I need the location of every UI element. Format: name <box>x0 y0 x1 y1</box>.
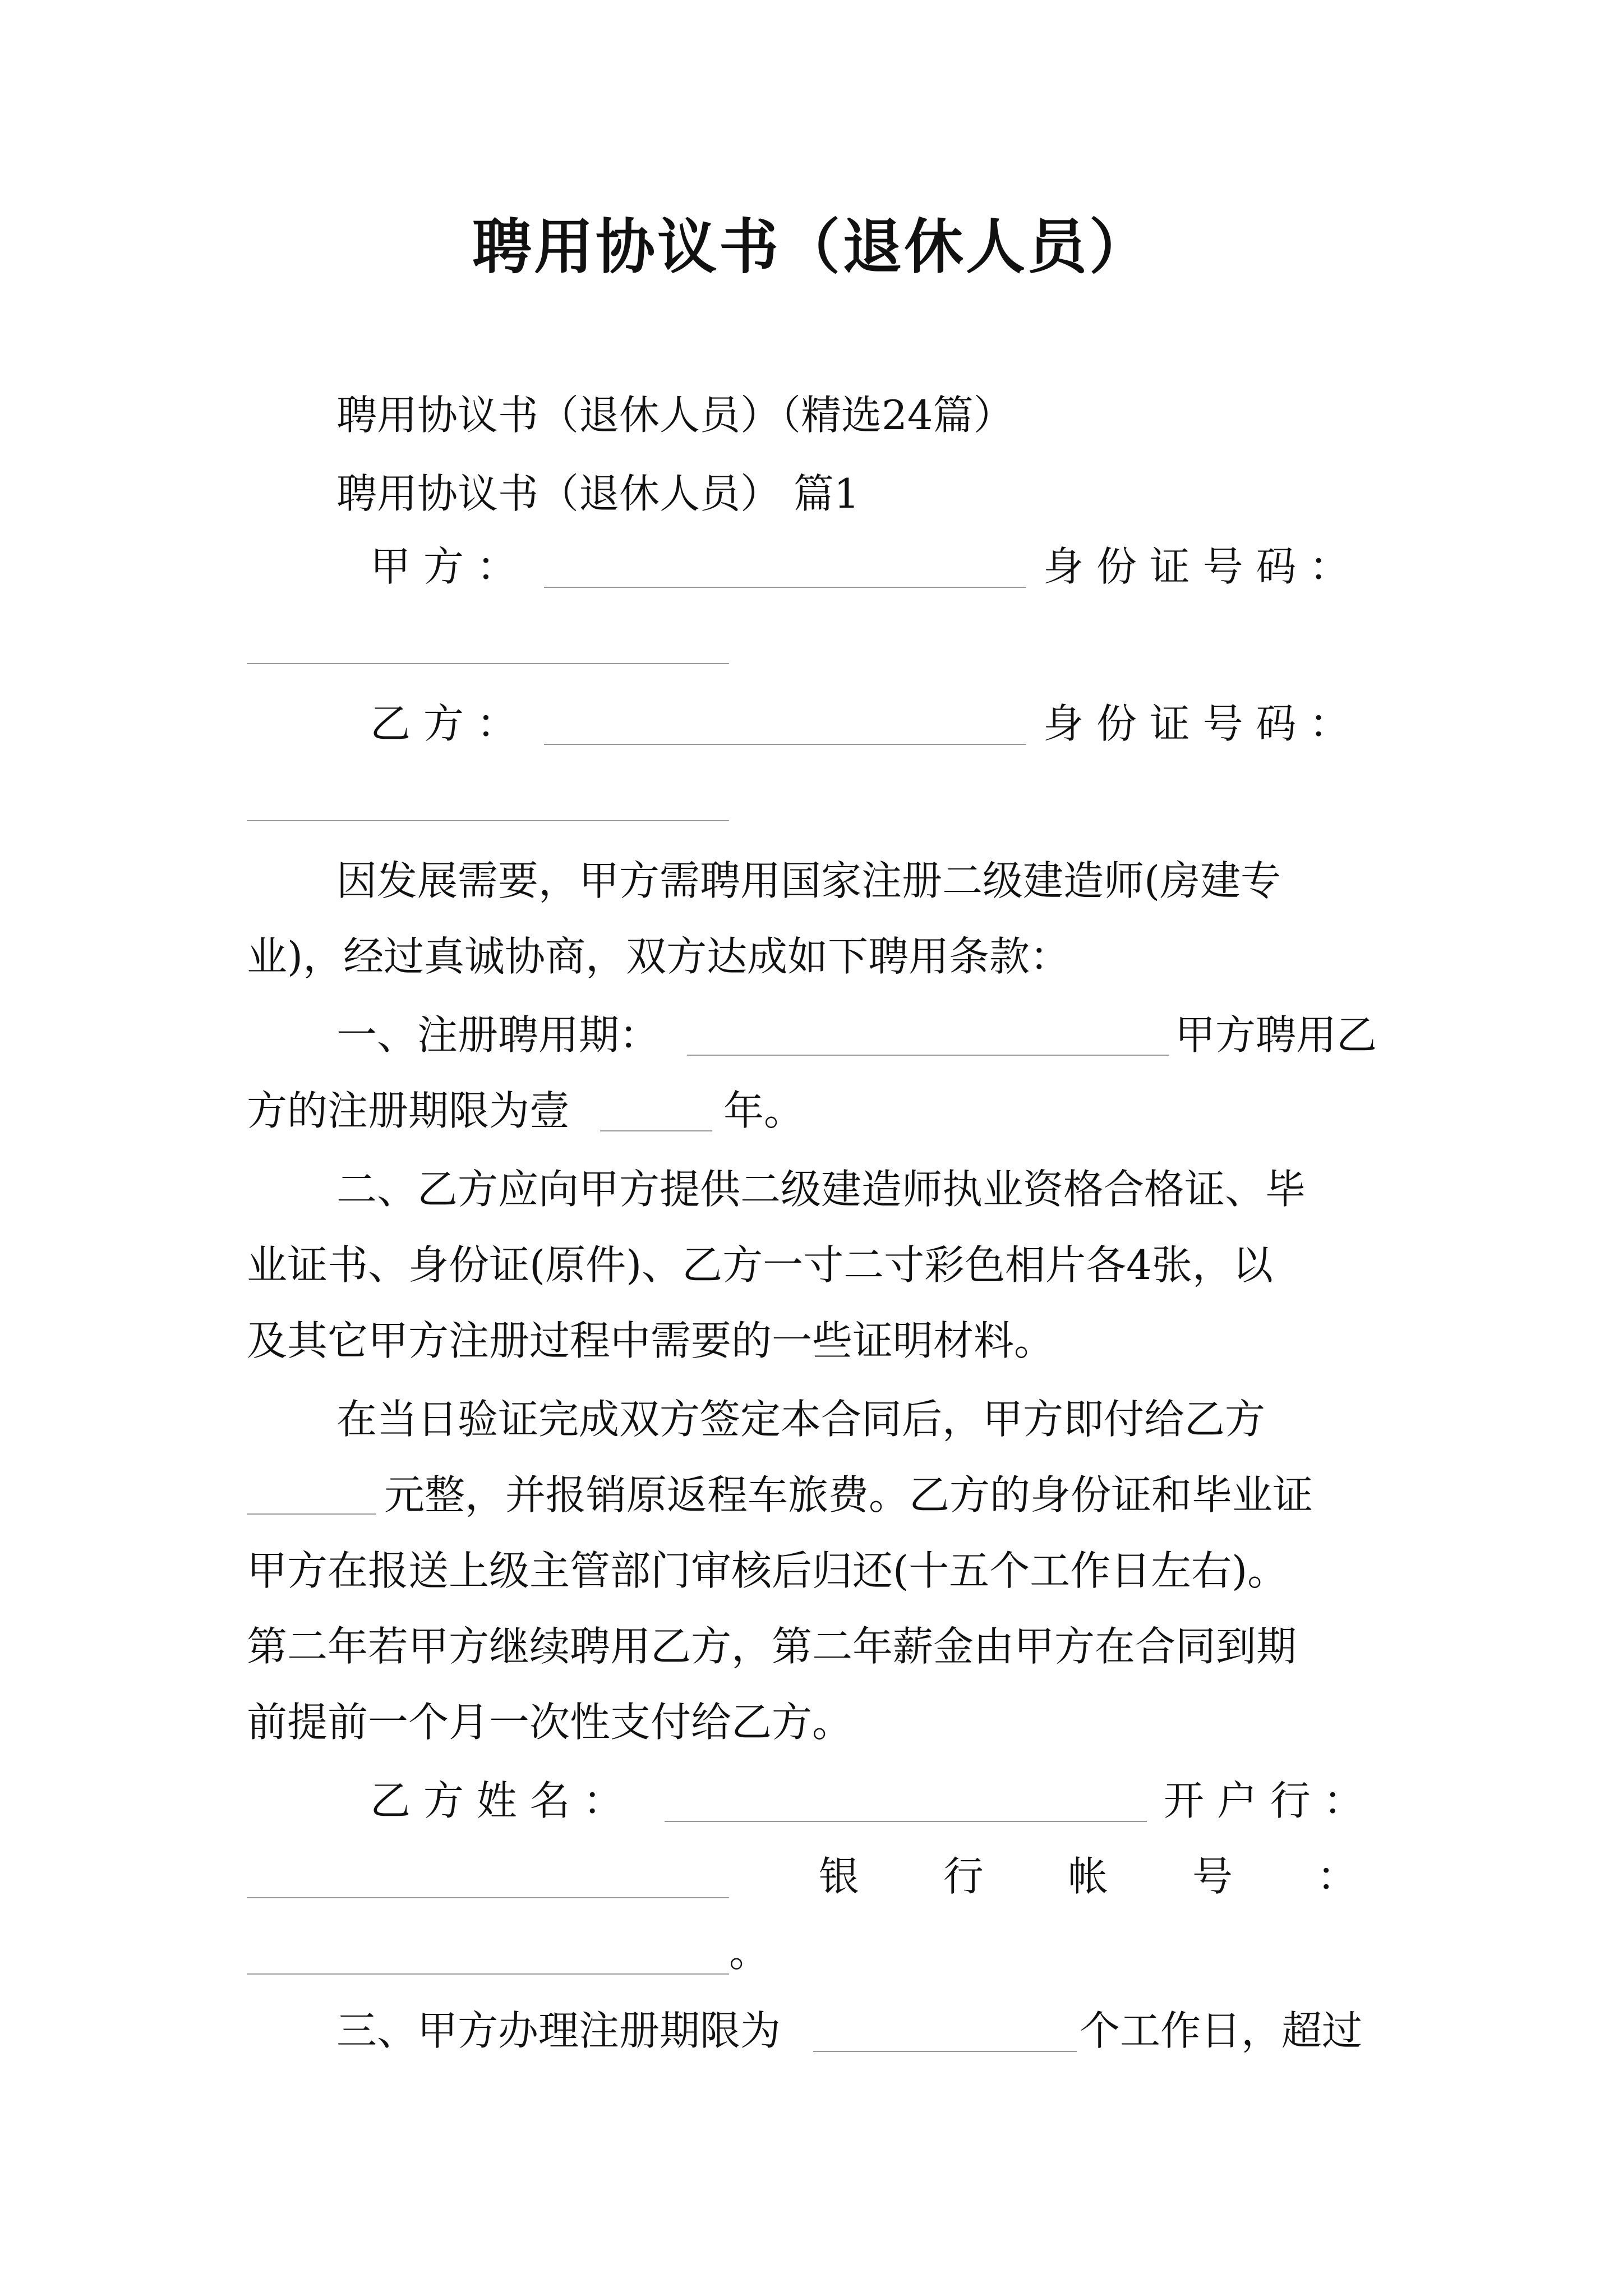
bank-label: 开 户 行 ： <box>1164 1777 1364 1824</box>
account-char-4: 号 <box>1192 1853 1233 1900</box>
document-subtitle: 聘用协议书（退休人员）（精选24篇） <box>336 392 1014 439</box>
clause-1-start: 一、注册聘用期： <box>336 1011 660 1059</box>
clause-1-years-blank <box>600 1130 712 1131</box>
document-title: 聘用协议书（退休人员） <box>472 211 1151 282</box>
clause-2-line-3: 及其它甲方注册过程中需要的一些证明材料。 <box>247 1317 1055 1364</box>
clause-2-line-2: 业证书、身份证(原件)、乙方一寸二寸彩色相片各4张，以 <box>247 1241 1273 1289</box>
payment-line-2: 元整，并报销原返程车旅费。乙方的身份证和毕业证 <box>384 1471 1313 1519</box>
clause-1-blank <box>687 1055 1169 1056</box>
account-char-5: ： <box>1316 1853 1357 1900</box>
clause-1-line2-start: 方的注册期限为壹 <box>247 1087 570 1134</box>
clause-3-blank <box>813 2051 1077 2052</box>
payment-line-4: 第二年若甲方继续聘用乙方，第二年薪金由甲方在合同到期 <box>247 1623 1297 1670</box>
account-char-2: 行 <box>943 1853 984 1900</box>
payment-line-5: 前提前一个月一次性支付给乙方。 <box>247 1699 853 1746</box>
account-period: 。 <box>729 1929 770 1976</box>
party-a-id-blank <box>247 663 729 664</box>
clause-3-start: 三、甲方办理注册期限为 <box>336 2007 781 2054</box>
account-char-3: 帐 <box>1067 1853 1108 1900</box>
party-b-name-blank <box>665 1821 1147 1822</box>
party-a-id-label: 身 份 证 号 码 ： <box>1043 543 1350 590</box>
account-blank <box>247 1973 729 1975</box>
clause-2-line-1: 二、乙方应向甲方提供二级建造师执业资格合格证、毕 <box>336 1166 1306 1213</box>
party-b-id-label: 身 份 证 号 码 ： <box>1043 700 1350 747</box>
party-b-id-blank <box>247 820 729 821</box>
clause-3-end: 个工作日，超过 <box>1080 2007 1363 2054</box>
account-char-1: 银 <box>819 1853 860 1900</box>
payment-line-3: 甲方在报送上级主管部门审核后归还(十五个工作日左右)。 <box>247 1547 1288 1594</box>
payment-amount-blank <box>247 1513 376 1515</box>
clause-1-line2-end: 年。 <box>723 1087 805 1134</box>
party-b-name-label: 乙 方 姓 名 ： <box>370 1777 624 1824</box>
clause-1-end: 甲方聘用乙 <box>1175 1011 1377 1059</box>
intro-line-2: 业)，经过真诚协商，双方达成如下聘用条款： <box>247 933 1071 980</box>
account-label <box>819 1848 1357 1904</box>
party-a-label: 甲 方 ： <box>370 543 517 590</box>
party-a-blank <box>544 587 1026 588</box>
intro-line-1: 因发展需要，甲方需聘用国家注册二级建造师(房建专 <box>336 857 1281 904</box>
party-b-blank <box>544 744 1026 745</box>
payment-line-1: 在当日验证完成双方签定本合同后，甲方即付给乙方 <box>336 1396 1266 1443</box>
bank-blank <box>247 1897 729 1898</box>
party-b-label: 乙 方 ： <box>370 700 517 747</box>
section-heading: 聘用协议书（退休人员） 篇1 <box>336 470 860 517</box>
